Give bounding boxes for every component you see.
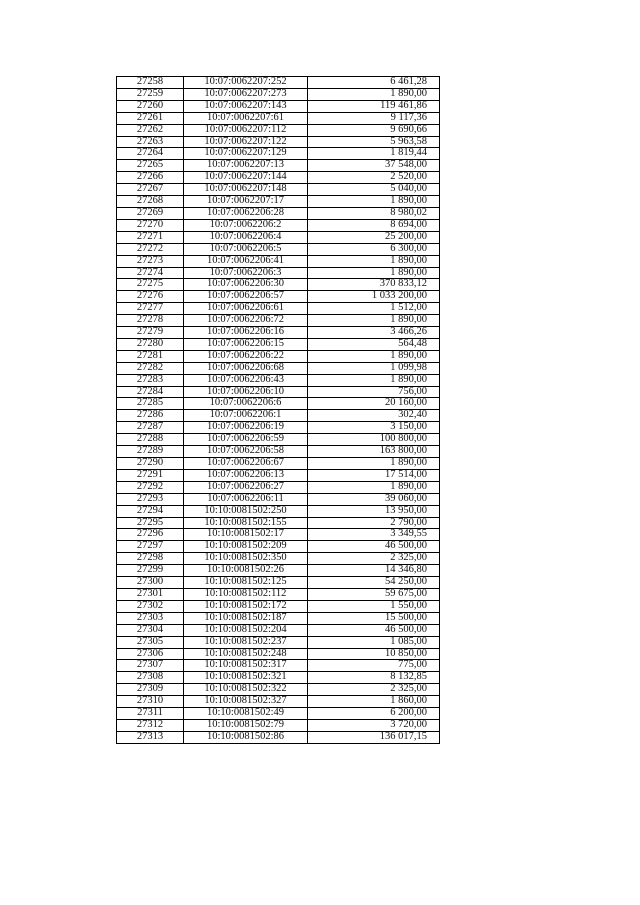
- row-number-cell: 27260: [117, 100, 184, 112]
- cadastral-number-cell: 10:07:0062206:13: [184, 469, 308, 481]
- cadastral-number-cell: 10:07:0062207:252: [184, 77, 308, 89]
- cadastral-number-cell: 10:10:0081502:172: [184, 600, 308, 612]
- amount-cell: 14 346,80: [308, 565, 440, 577]
- row-number-cell: 27302: [117, 600, 184, 612]
- table-row: [117, 207, 440, 219]
- table-row: [117, 684, 440, 696]
- table-row: [117, 636, 440, 648]
- table-row: [117, 672, 440, 684]
- table-row: [117, 338, 440, 350]
- amount-cell: 8 980,02: [308, 207, 440, 219]
- amount-cell: 2 790,00: [308, 517, 440, 529]
- row-number-cell: 27306: [117, 648, 184, 660]
- cadastral-number-cell: 10:07:0062206:28: [184, 207, 308, 219]
- amount-cell: 1 890,00: [308, 350, 440, 362]
- amount-cell: 20 160,00: [308, 398, 440, 410]
- amount-cell: 8 694,00: [308, 219, 440, 231]
- amount-cell: 1 099,98: [308, 362, 440, 374]
- row-number-cell: 27292: [117, 481, 184, 493]
- table-row: [117, 612, 440, 624]
- row-number-cell: 27283: [117, 374, 184, 386]
- amount-cell: 3 466,26: [308, 327, 440, 339]
- row-number-cell: 27285: [117, 398, 184, 410]
- amount-cell: 39 060,00: [308, 493, 440, 505]
- amount-cell: 6 200,00: [308, 708, 440, 720]
- amount-cell: 1 033 200,00: [308, 291, 440, 303]
- amount-cell: 37 548,00: [308, 160, 440, 172]
- table-row: [117, 577, 440, 589]
- cadastral-number-cell: 10:10:0081502:321: [184, 672, 308, 684]
- amount-cell: 3 349,55: [308, 529, 440, 541]
- cadastral-number-cell: 10:07:0062206:5: [184, 243, 308, 255]
- cadastral-number-cell: 10:10:0081502:327: [184, 696, 308, 708]
- amount-cell: 3 720,00: [308, 719, 440, 731]
- cadastral-number-cell: 10:10:0081502:49: [184, 708, 308, 720]
- cadastral-number-cell: 10:07:0062206:68: [184, 362, 308, 374]
- amount-cell: 119 461,86: [308, 100, 440, 112]
- cadastral-number-cell: 10:07:0062206:4: [184, 231, 308, 243]
- cadastral-number-cell: 10:10:0081502:237: [184, 636, 308, 648]
- amount-cell: 1 819,44: [308, 148, 440, 160]
- cadastral-number-cell: 10:07:0062206:41: [184, 255, 308, 267]
- row-number-cell: 27286: [117, 410, 184, 422]
- amount-cell: 756,00: [308, 386, 440, 398]
- table-row: [117, 458, 440, 470]
- amount-cell: 1 085,00: [308, 636, 440, 648]
- row-number-cell: 27298: [117, 553, 184, 565]
- table-row: [117, 88, 440, 100]
- table-row: [117, 196, 440, 208]
- amount-cell: 2 325,00: [308, 553, 440, 565]
- amount-cell: 5 040,00: [308, 184, 440, 196]
- table-row: [117, 184, 440, 196]
- row-number-cell: 27293: [117, 493, 184, 505]
- table-row: [117, 148, 440, 160]
- cadastral-number-cell: 10:10:0081502:248: [184, 648, 308, 660]
- amount-cell: 163 800,00: [308, 446, 440, 458]
- table-row: [117, 434, 440, 446]
- row-number-cell: 27309: [117, 684, 184, 696]
- row-number-cell: 27291: [117, 469, 184, 481]
- row-number-cell: 27307: [117, 660, 184, 672]
- table-row: [117, 315, 440, 327]
- row-number-cell: 27311: [117, 708, 184, 720]
- cadastral-number-cell: 10:07:0062206:15: [184, 338, 308, 350]
- amount-cell: 3 150,00: [308, 422, 440, 434]
- cadastral-number-cell: 10:07:0062206:57: [184, 291, 308, 303]
- amount-cell: 1 890,00: [308, 196, 440, 208]
- amount-cell: 1 890,00: [308, 374, 440, 386]
- cadastral-number-cell: 10:10:0081502:209: [184, 541, 308, 553]
- table-row: [117, 160, 440, 172]
- amount-cell: 2 325,00: [308, 684, 440, 696]
- amount-cell: 1 890,00: [308, 88, 440, 100]
- row-number-cell: 27303: [117, 612, 184, 624]
- table-row: [117, 588, 440, 600]
- amount-cell: 15 500,00: [308, 612, 440, 624]
- table-row: [117, 398, 440, 410]
- row-number-cell: 27273: [117, 255, 184, 267]
- amount-cell: 1 890,00: [308, 255, 440, 267]
- row-number-cell: 27267: [117, 184, 184, 196]
- row-number-cell: 27274: [117, 267, 184, 279]
- amount-cell: 59 675,00: [308, 588, 440, 600]
- cadastral-number-cell: 10:10:0081502:26: [184, 565, 308, 577]
- cadastral-number-cell: 10:07:0062206:2: [184, 219, 308, 231]
- cadastral-number-cell: 10:07:0062206:10: [184, 386, 308, 398]
- cadastral-number-cell: 10:07:0062207:148: [184, 184, 308, 196]
- row-number-cell: 27276: [117, 291, 184, 303]
- table-row: [117, 565, 440, 577]
- row-number-cell: 27288: [117, 434, 184, 446]
- row-number-cell: 27264: [117, 148, 184, 160]
- row-number-cell: 27297: [117, 541, 184, 553]
- table-row: [117, 541, 440, 553]
- row-number-cell: 27299: [117, 565, 184, 577]
- cadastral-number-cell: 10:07:0062207:13: [184, 160, 308, 172]
- table-row: [117, 374, 440, 386]
- table-row: [117, 493, 440, 505]
- table-row: [117, 517, 440, 529]
- row-number-cell: 27266: [117, 172, 184, 184]
- cadastral-number-cell: 10:10:0081502:250: [184, 505, 308, 517]
- row-number-cell: 27258: [117, 77, 184, 89]
- table-body: [117, 77, 440, 744]
- table-row: [117, 386, 440, 398]
- amount-cell: 6 300,00: [308, 243, 440, 255]
- amount-cell: 8 132,85: [308, 672, 440, 684]
- row-number-cell: 27277: [117, 303, 184, 315]
- amount-cell: 1 890,00: [308, 481, 440, 493]
- cadastral-number-cell: 10:10:0081502:79: [184, 719, 308, 731]
- amount-cell: 46 500,00: [308, 541, 440, 553]
- amount-cell: 1 890,00: [308, 458, 440, 470]
- table-row: [117, 600, 440, 612]
- cadastral-number-cell: 10:07:0062206:58: [184, 446, 308, 458]
- row-number-cell: 27280: [117, 338, 184, 350]
- row-number-cell: 27271: [117, 231, 184, 243]
- cadastral-number-cell: 10:10:0081502:350: [184, 553, 308, 565]
- cadastral-number-cell: 10:10:0081502:86: [184, 731, 308, 743]
- row-number-cell: 27275: [117, 279, 184, 291]
- cadastral-number-cell: 10:10:0081502:322: [184, 684, 308, 696]
- cadastral-number-cell: 10:10:0081502:204: [184, 624, 308, 636]
- row-number-cell: 27290: [117, 458, 184, 470]
- table-row: [117, 708, 440, 720]
- table-row: [117, 696, 440, 708]
- amount-cell: 9 690,66: [308, 124, 440, 136]
- amount-cell: 564,48: [308, 338, 440, 350]
- table-row: [117, 327, 440, 339]
- row-number-cell: 27272: [117, 243, 184, 255]
- row-number-cell: 27265: [117, 160, 184, 172]
- cadastral-number-cell: 10:07:0062207:61: [184, 112, 308, 124]
- row-number-cell: 27270: [117, 219, 184, 231]
- row-number-cell: 27305: [117, 636, 184, 648]
- amount-cell: 13 950,00: [308, 505, 440, 517]
- amount-cell: 370 833,12: [308, 279, 440, 291]
- table-row: [117, 136, 440, 148]
- table-row: [117, 529, 440, 541]
- cadastral-number-cell: 10:07:0062206:43: [184, 374, 308, 386]
- row-number-cell: 27289: [117, 446, 184, 458]
- table-row: [117, 303, 440, 315]
- cadastral-number-cell: 10:10:0081502:17: [184, 529, 308, 541]
- table-row: [117, 100, 440, 112]
- cadastral-number-cell: 10:07:0062206:59: [184, 434, 308, 446]
- amount-cell: 1 890,00: [308, 315, 440, 327]
- amount-cell: 100 800,00: [308, 434, 440, 446]
- table-row: [117, 255, 440, 267]
- table-row: [117, 422, 440, 434]
- cadastral-number-cell: 10:07:0062206:11: [184, 493, 308, 505]
- data-table: [116, 76, 440, 744]
- row-number-cell: 27278: [117, 315, 184, 327]
- row-number-cell: 27296: [117, 529, 184, 541]
- cadastral-number-cell: 10:10:0081502:317: [184, 660, 308, 672]
- amount-cell: 1 550,00: [308, 600, 440, 612]
- row-number-cell: 27308: [117, 672, 184, 684]
- table-row: [117, 410, 440, 422]
- table-row: [117, 505, 440, 517]
- row-number-cell: 27310: [117, 696, 184, 708]
- cadastral-number-cell: 10:07:0062207:129: [184, 148, 308, 160]
- amount-cell: 5 963,58: [308, 136, 440, 148]
- cadastral-number-cell: 10:07:0062206:6: [184, 398, 308, 410]
- table-row: [117, 446, 440, 458]
- table-row: [117, 243, 440, 255]
- cadastral-number-cell: 10:10:0081502:125: [184, 577, 308, 589]
- table-row: [117, 469, 440, 481]
- table-row: [117, 624, 440, 636]
- amount-cell: 1 890,00: [308, 267, 440, 279]
- cadastral-number-cell: 10:07:0062207:122: [184, 136, 308, 148]
- table-row: [117, 291, 440, 303]
- table-row: [117, 112, 440, 124]
- cadastral-number-cell: 10:07:0062207:144: [184, 172, 308, 184]
- row-number-cell: 27304: [117, 624, 184, 636]
- cadastral-number-cell: 10:07:0062206:30: [184, 279, 308, 291]
- row-number-cell: 27313: [117, 731, 184, 743]
- table-row: [117, 267, 440, 279]
- table-row: [117, 219, 440, 231]
- cadastral-number-cell: 10:07:0062206:67: [184, 458, 308, 470]
- cadastral-number-cell: 10:07:0062207:17: [184, 196, 308, 208]
- row-number-cell: 27259: [117, 88, 184, 100]
- amount-cell: 10 850,00: [308, 648, 440, 660]
- row-number-cell: 27262: [117, 124, 184, 136]
- table-row: [117, 362, 440, 374]
- cadastral-number-cell: 10:10:0081502:112: [184, 588, 308, 600]
- cadastral-number-cell: 10:07:0062207:112: [184, 124, 308, 136]
- cadastral-number-cell: 10:07:0062206:61: [184, 303, 308, 315]
- cadastral-number-cell: 10:07:0062206:3: [184, 267, 308, 279]
- row-number-cell: 27263: [117, 136, 184, 148]
- table-row: [117, 553, 440, 565]
- cadastral-number-cell: 10:07:0062206:22: [184, 350, 308, 362]
- table-row: [117, 350, 440, 362]
- cadastral-number-cell: 10:07:0062207:273: [184, 88, 308, 100]
- row-number-cell: 27295: [117, 517, 184, 529]
- table-row: [117, 481, 440, 493]
- row-number-cell: 27282: [117, 362, 184, 374]
- amount-cell: 46 500,00: [308, 624, 440, 636]
- amount-cell: 9 117,36: [308, 112, 440, 124]
- cadastral-number-cell: 10:07:0062206:16: [184, 327, 308, 339]
- row-number-cell: 27312: [117, 719, 184, 731]
- row-number-cell: 27294: [117, 505, 184, 517]
- table-row: [117, 231, 440, 243]
- table-row: [117, 77, 440, 89]
- row-number-cell: 27284: [117, 386, 184, 398]
- amount-cell: 2 520,00: [308, 172, 440, 184]
- row-number-cell: 27261: [117, 112, 184, 124]
- row-number-cell: 27279: [117, 327, 184, 339]
- amount-cell: 25 200,00: [308, 231, 440, 243]
- amount-cell: 302,40: [308, 410, 440, 422]
- table-row: [117, 719, 440, 731]
- amount-cell: 775,00: [308, 660, 440, 672]
- cadastral-number-cell: 10:07:0062206:72: [184, 315, 308, 327]
- amount-cell: 136 017,15: [308, 731, 440, 743]
- row-number-cell: 27287: [117, 422, 184, 434]
- amount-cell: 6 461,28: [308, 77, 440, 89]
- table-row: [117, 660, 440, 672]
- amount-cell: 1 512,00: [308, 303, 440, 315]
- table-row: [117, 279, 440, 291]
- cadastral-number-cell: 10:07:0062207:143: [184, 100, 308, 112]
- amount-cell: 54 250,00: [308, 577, 440, 589]
- table-row: [117, 731, 440, 743]
- cadastral-number-cell: 10:07:0062206:19: [184, 422, 308, 434]
- row-number-cell: 27269: [117, 207, 184, 219]
- row-number-cell: 27301: [117, 588, 184, 600]
- row-number-cell: 27281: [117, 350, 184, 362]
- row-number-cell: 27268: [117, 196, 184, 208]
- table-row: [117, 124, 440, 136]
- amount-cell: 1 860,00: [308, 696, 440, 708]
- table-row: [117, 648, 440, 660]
- cadastral-number-cell: 10:07:0062206:27: [184, 481, 308, 493]
- table-row: [117, 172, 440, 184]
- cadastral-number-cell: 10:07:0062206:1: [184, 410, 308, 422]
- document-page: [116, 76, 440, 744]
- cadastral-number-cell: 10:10:0081502:155: [184, 517, 308, 529]
- cadastral-number-cell: 10:10:0081502:187: [184, 612, 308, 624]
- row-number-cell: 27300: [117, 577, 184, 589]
- amount-cell: 17 514,00: [308, 469, 440, 481]
